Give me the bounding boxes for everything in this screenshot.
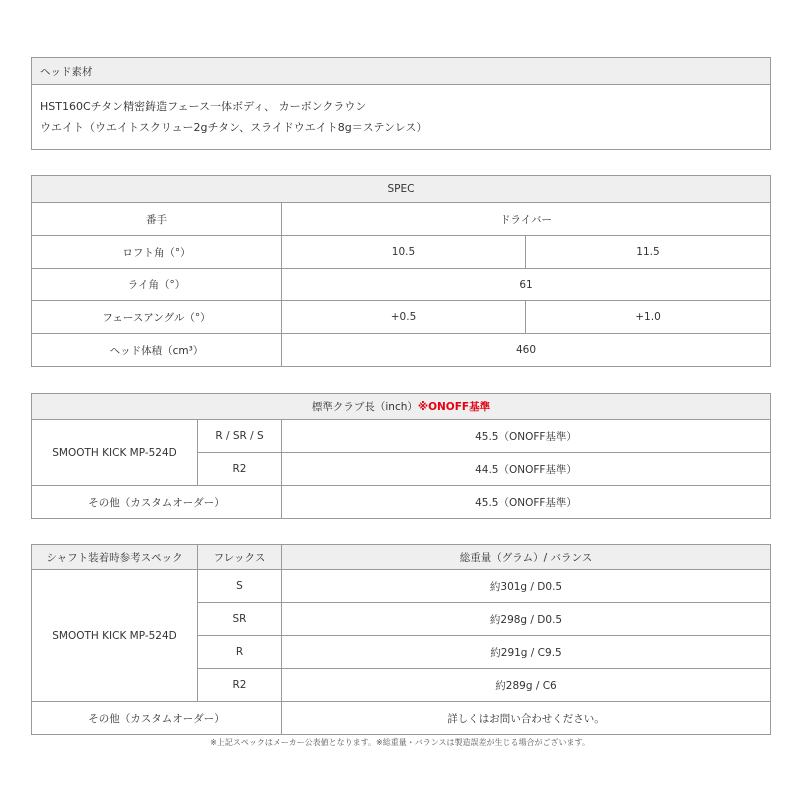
material-header: ヘッド素材	[32, 58, 771, 85]
spec-value: +1.0	[526, 301, 771, 334]
spec-value: 10.5	[282, 236, 526, 269]
other-value: 45.5（ONOFF基準）	[282, 486, 771, 519]
length-value: 44.5（ONOFF基準）	[282, 453, 771, 486]
col-header: 総重量（グラム）/ バランス	[282, 545, 771, 570]
length-value: 45.5（ONOFF基準）	[282, 420, 771, 453]
other-label: その他（カスタムオーダー）	[32, 486, 282, 519]
weight-value: 約298g / D0.5	[282, 603, 771, 636]
spec-value: 11.5	[526, 236, 771, 269]
shaft-name: SMOOTH KICK MP-524D	[32, 420, 198, 486]
spec-value: +0.5	[282, 301, 526, 334]
col-header: シャフト装着時参考スペック	[32, 545, 198, 570]
footnote: ※上記スペックはメーカー公表値となります。※総重量・バランスは製造誤差が生じる場合がございます。	[210, 738, 590, 747]
spec-value: ドライバー	[282, 203, 771, 236]
length-header-note: ※ONOFF基準	[417, 401, 491, 413]
spec-label: ヘッド体積（cm³）	[32, 334, 282, 367]
spec-value: 460	[282, 334, 771, 367]
length-header: 標準クラブ長（inch）※ONOFF基準	[32, 394, 771, 420]
col-header: フレックス	[198, 545, 282, 570]
other-label: その他（カスタムオーダー）	[32, 702, 282, 735]
flex: S	[198, 570, 282, 603]
spec-label: フェースアングル（°）	[32, 301, 282, 334]
head-material-table	[31, 57, 771, 150]
spec-label: ライ角（°）	[32, 269, 282, 301]
weight-value: 約301g / D0.5	[282, 570, 771, 603]
spec-header: SPEC	[32, 176, 771, 203]
club-length-table	[31, 393, 771, 519]
spec-label: 番手	[32, 203, 282, 236]
weight-value: 約289g / C6	[282, 669, 771, 702]
weight-balance-table	[31, 544, 771, 735]
flex: SR	[198, 603, 282, 636]
spec-table	[31, 175, 771, 367]
flex: R2	[198, 453, 282, 486]
material-line2: ウエイト（ウエイトスクリュー2gチタン、スライドウエイト8g＝ステンレス）	[40, 121, 428, 134]
flex: R2	[198, 669, 282, 702]
flex: R	[198, 636, 282, 669]
spec-value: 61	[282, 269, 771, 301]
weight-value: 約291g / C9.5	[282, 636, 771, 669]
shaft-name: SMOOTH KICK MP-524D	[32, 570, 198, 702]
spec-label: ロフト角（°）	[32, 236, 282, 269]
material-line1: HST160Cチタン精密鋳造フェース一体ボディ、 カーボンクラウン	[40, 100, 367, 113]
flex: R / SR / S	[198, 420, 282, 453]
other-value: 詳しくはお問い合わせください。	[282, 702, 771, 735]
